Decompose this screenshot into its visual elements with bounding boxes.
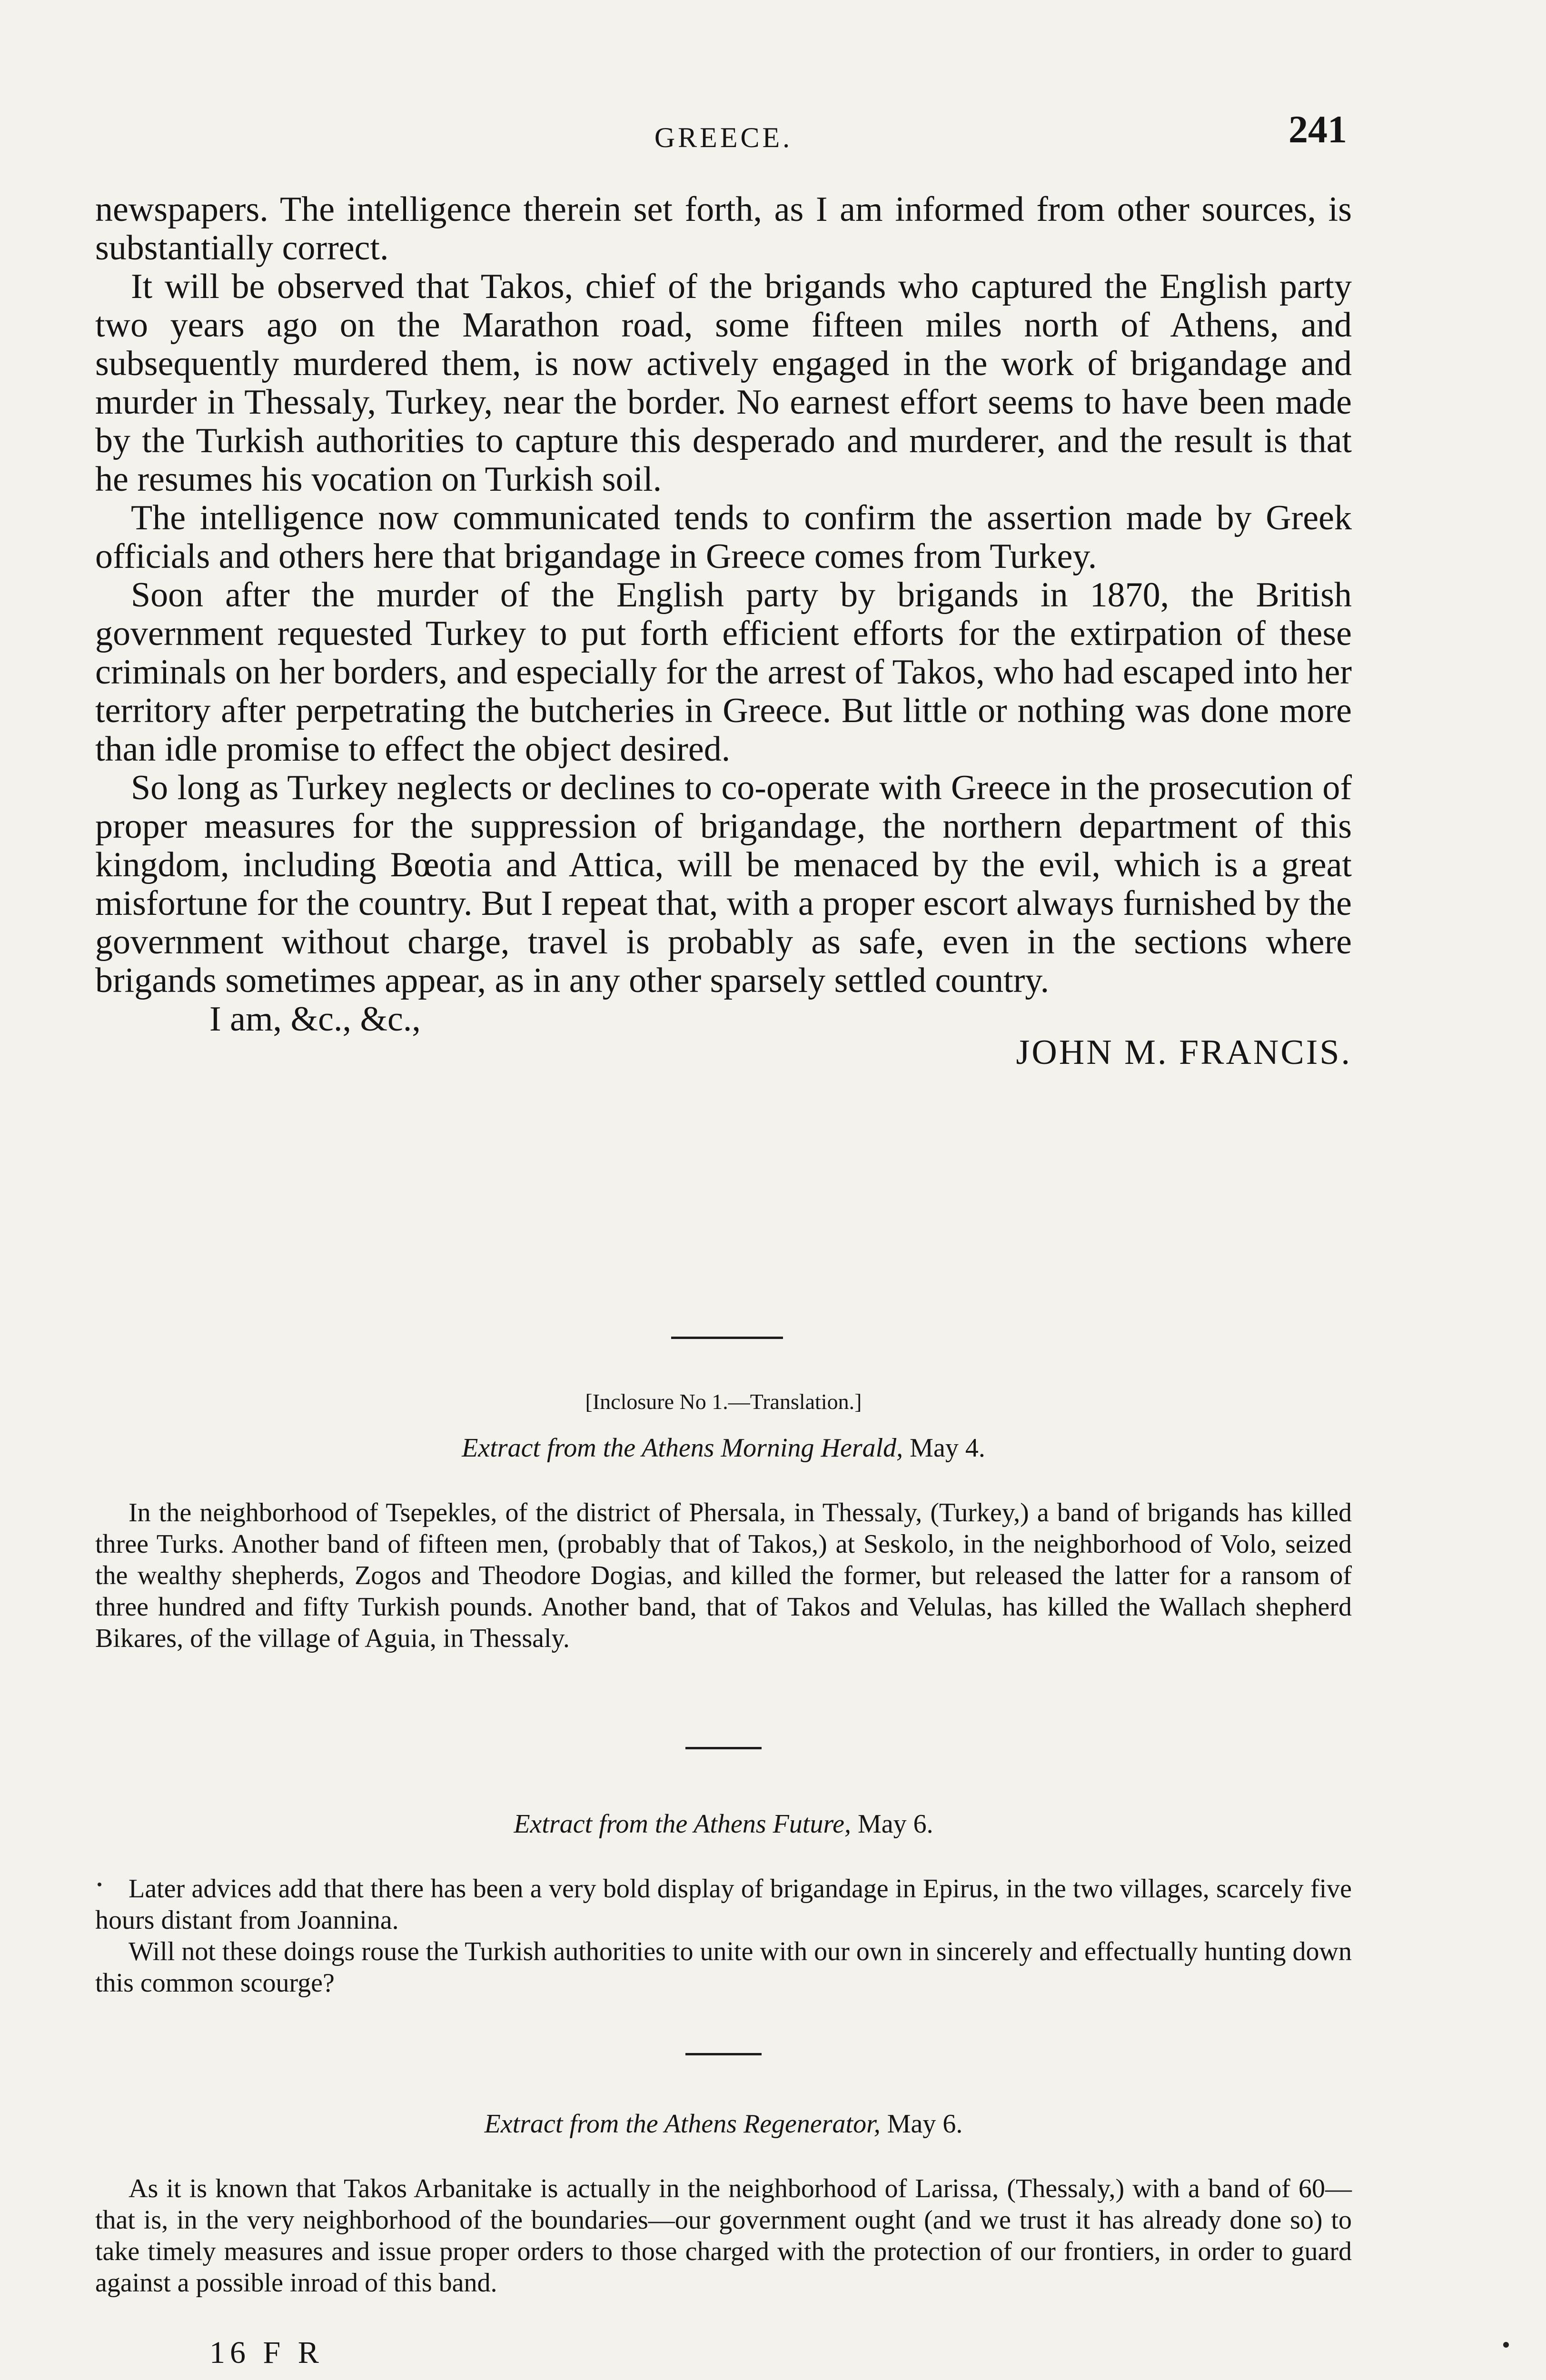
section-divider [685,2053,762,2055]
extract-title [95,1433,1352,1463]
page-number: 241 [1288,108,1347,151]
body-paragraph: The intelligence now communicated tends to confirm the assertion made by Greek officials and others here that brigandage in Greece comes from Turkey. [95,498,1352,576]
extract-source: Extract from the Athens Morning Herald, [462,1433,903,1463]
body-paragraph: So long as Turkey neglects or declines to co-operate with Greece in the prosecution of proper measures for the suppression of brigandage, the northern department of this kingdom, including Bœotia and Attica, will be menaced by the evil, which is a great misfortune for the country. But I repeat that, with a proper escort always furnished by the government without charge, travel is probably as safe, even in the sections where brigands sometimes appear, as in any other sparsely settled country. [95,768,1352,1000]
extract-body [95,1873,1352,1999]
signature: JOHN M. FRANCIS. [1016,1033,1352,1072]
section-divider [671,1337,783,1339]
page-header [95,107,1352,159]
ink-speck [1503,2342,1509,2348]
extract-paragraph: Will not these doings rouse the Turkish authorities to unite with our own in sincerely and effectually hunting down this common scourge? [95,1937,1352,1998]
letter-signoff [95,1000,1352,1081]
ink-speck [98,1883,101,1886]
extract-date: May 6. [858,1809,933,1839]
body-paragraph: It will be observed that Takos, chief of the brigands who captured the English party two years ago on the Marathon road, some fifteen miles north of Athens, and subsequently murdered them, is now actively engaged in the work of brigandage and murder in Thessaly, Turkey, near the border. No earnest effort seems to have been made by the Turkish authorities to capture this desperado and murderer, and the result is that he resumes his vocation on Turkish soil. [95,267,1352,499]
extract-date: May 4. [910,1433,985,1463]
body-paragraph: Soon after the murder of the English party by brigands in 1870, the British government requested Turkey to put forth efficient efforts for the extirpation of these criminals on her borders, and especially for the arrest of Takos, who had escaped into her territory after perpetrating the butcheries in Greece. But little or nothing was done more than idle promise to effect the object desired. [95,575,1352,769]
inclosure-caption: [Inclosure No 1.—Translation.] [585,1389,862,1414]
running-head: GREECE. [654,122,793,153]
extract-body [95,2173,1352,2299]
extract-body [95,1497,1352,1654]
extract-paragraph: As it is known that Takos Arbanitake is actually in the neighborhood of Larissa, (Thessaly,) with a band of 60—that is, in the very neighborhood of the boundaries—our government ought (and we trust it has already done so) to take timely measures and issue proper orders to those charged with the protection of our frontiers, in order to guard against a possible inroad of this band. [95,2174,1352,2298]
extract-source: Extract from the Athens Regenerator, [484,2109,881,2139]
extract-paragraph: In the neighborhood of Tsepekles, of the district of Phersala, in Thessaly, (Turkey,) a band of brigands has killed three Turks. Another band of fifteen men, (probably that of Takos,) at Seskolo, in the neighborhood of Volo, seized the wealthy shepherds, Zogos and Theodore Dogias, and killed the former, but released the latter for a ransom of three hundred and fifty Turkish pounds. Another band, that of Takos and Velulas, has killed the Wallach shepherd Bikares, of the village of Aguia, in Thessaly. [95,1498,1352,1653]
extract-date: May 6. [887,2109,963,2139]
printer-signature-mark: 16 F R [209,2335,324,2370]
section-divider [685,1747,762,1749]
extract-paragraph: Later advices add that there has been a very bold display of brigandage in Epirus, in the two villages, scarcely five hours distant from Joannina. [95,1874,1352,1935]
closing-line: I am, &c., &c., [209,1000,421,1039]
extract-title [95,2109,1352,2139]
body-paragraph: newspapers. The intelligence therein set forth, as I am informed from other sources, is substantially correct. [95,190,1352,268]
extract-title [95,1809,1352,1839]
extract-source: Extract from the Athens Future, [514,1809,852,1839]
letter-body [95,190,1352,1081]
